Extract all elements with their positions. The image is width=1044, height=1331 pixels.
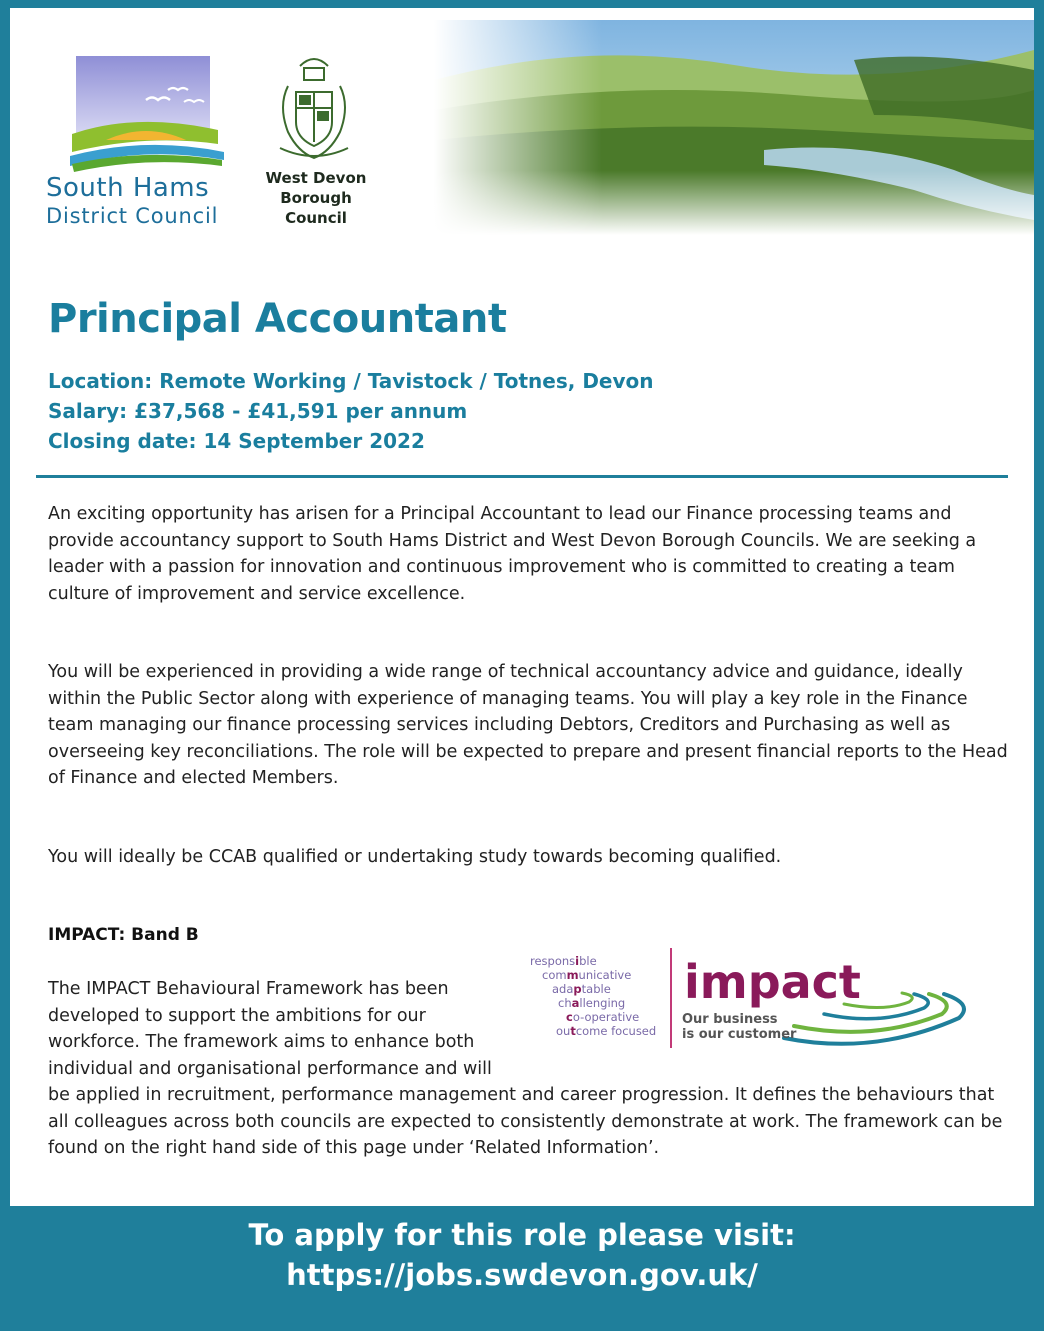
job-closing-date: Closing date: 14 September 2022: [48, 429, 425, 453]
impact-value-item: outcome focused: [556, 1024, 657, 1038]
job-salary: Salary: £37,568 - £41,591 per annum: [48, 399, 468, 423]
qualification-paragraph: You will ideally be CCAB qualified or undertaking study towards becoming qualified.: [48, 847, 782, 867]
apply-instruction: To apply for this role please visit:: [248, 1218, 796, 1252]
section-divider: [36, 475, 1008, 478]
south-hams-line2: District Council: [46, 204, 219, 228]
impact-tagline-line1: Our business: [682, 1012, 778, 1027]
impact-tagline: [682, 1012, 796, 1042]
apply-footer: [0, 1215, 1044, 1295]
impact-value-item: co-operative: [566, 1010, 640, 1024]
impact-value-item: adaptable: [552, 982, 611, 996]
job-advert-page: [10, 8, 1034, 1206]
job-location: Location: Remote Working / Tavistock / Totnes, Devon: [48, 369, 654, 393]
job-meta: [48, 366, 654, 456]
south-hams-name: [46, 173, 266, 229]
impact-value-item: responsible: [530, 954, 597, 968]
job-title: Principal Accountant: [48, 296, 507, 342]
impact-value-item: challenging: [558, 996, 626, 1010]
south-hams-line1: South Hams: [46, 173, 210, 203]
impact-tagline-line2: is our customer: [682, 1027, 797, 1042]
devon-landscape-photo-icon: [434, 20, 1034, 235]
apply-url[interactable]: https://jobs.swdevon.gov.uk/: [286, 1258, 758, 1292]
coat-of-arms-crest-icon: [266, 48, 362, 168]
west-devon-line2: Borough: [280, 189, 352, 207]
impact-value-item: communicative: [542, 968, 632, 982]
impact-divider: [670, 948, 672, 1048]
band-heading: IMPACT: Band B: [48, 925, 199, 945]
west-devon-name: [256, 168, 376, 228]
intro-paragraph: An exciting opportunity has arisen for a Principal Accountant to lead our Finance processing teams and provide accountancy support to South Hams District and West Devon Borough Councils. We are seeking a leader with a passion for innovation and continuous improvement who is committed to creating a team culture of improvement and service excellence.: [48, 504, 977, 604]
impact-logo-word: impact: [684, 955, 861, 1009]
impact-paragraph-text: The IMPACT Behavioural Framework has been developed to support the ambitions for our workforce. The framework aims to enhance both individual and organisational performance and will be applied in recruitment, performance management and career progression. It defines the behaviours that all colleagues across both councils are expected to consistently demonstrate at work. The framework can be found on the right hand side of this page under ‘Related Information’.: [48, 979, 1003, 1158]
impact-values-list: [508, 954, 668, 1050]
west-devon-line3: Council: [285, 209, 347, 227]
experience-paragraph: You will be experienced in providing a wide range of technical accountancy advice and guidance, ideally within the Public Sector along with experience of managing teams. You will play a key role in the Finance team managing our finance processing services including Debtors, Creditors and Purchasing as well as overseeing key reconciliations. The role will be expected to prepare and present financial reports to the Head of Finance and elected Members.: [48, 662, 1008, 788]
west-devon-line1: West Devon: [265, 169, 367, 187]
